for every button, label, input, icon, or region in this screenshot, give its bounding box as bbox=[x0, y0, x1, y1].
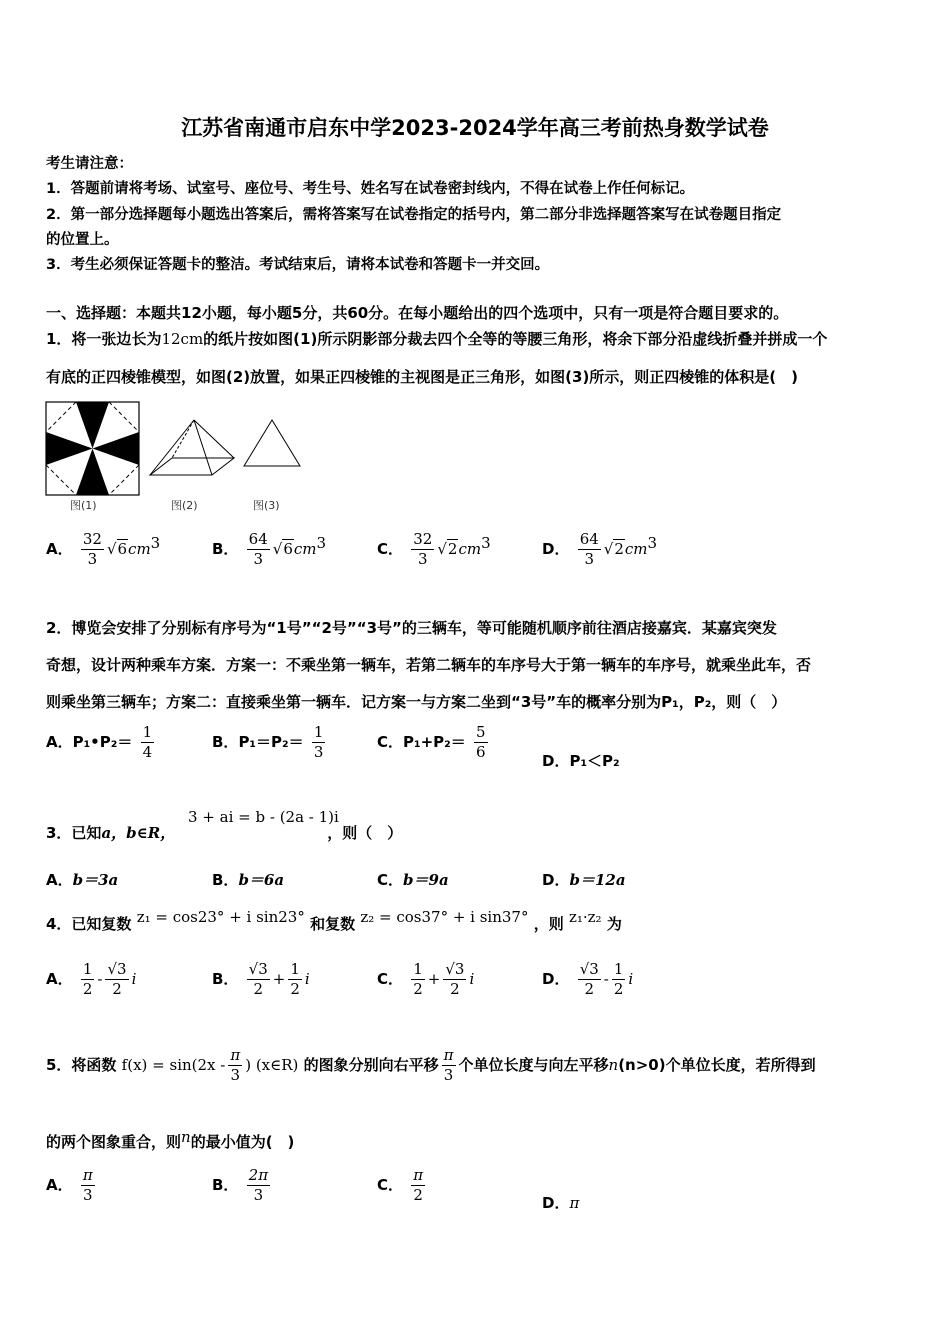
figure-2-pyramid bbox=[150, 420, 234, 475]
q5-option-d[interactable]: D．π bbox=[542, 1194, 580, 1212]
q4-option-a[interactable]: A． $\frac{1}{2}$ - $\frac{√3}{2}$ i bbox=[46, 960, 137, 998]
q1-line-2: 有底的正四棱锥模型，如图(2)放置，如果正四棱锥的主视图是正三角形，如图(3)所示，则正四棱锥的体积是( ) bbox=[46, 368, 799, 386]
q1-option-a[interactable]: A． $\frac{32}{3}$ $√6cm^3$ bbox=[46, 530, 161, 568]
figure-2-caption: 图(2) bbox=[171, 499, 198, 512]
q2-line-1: 2．博览会安排了分别标有序号为“1号”“2号”“3号”的三辆车，等可能随机顺序前往酒店接嘉宾．某嘉宾突发 bbox=[46, 619, 777, 637]
q1-option-c[interactable]: C． $\frac{32}{3}$ $√2cm^3$ bbox=[377, 530, 491, 568]
q2-line-2: 奇想，设计两种乘车方案．方案一：不乘坐第一辆车，若第二辆车的车序号大于第一辆车的车序号，就乘坐此车，否 bbox=[46, 656, 812, 674]
q3-option-a[interactable]: A．b＝3a bbox=[46, 871, 119, 889]
q2-option-c[interactable]: C．P₁+P₂＝ $\frac{5}{6}$ bbox=[377, 723, 486, 761]
q1-line-1: 1．将一张边长为12cm的纸片按如图(1)所示阴影部分裁去四个全等的等腰三角形，将余下部分沿虚线折叠并拼成一个 bbox=[46, 330, 828, 348]
q1-figures bbox=[44, 400, 314, 500]
q4-stem: 4．已知复数 z₁ = cos23° + i sin23° 和复数 z₂ = cos37° + i sin37° ，则 z₁·z₂ 为 bbox=[46, 908, 622, 933]
notice-heading: 考生请注意： bbox=[46, 156, 133, 172]
notice-item-2-cont: 的位置上。 bbox=[46, 232, 119, 248]
q2-option-d[interactable]: D．P₁＜P₂ bbox=[542, 752, 620, 770]
q5-stem: 5．将函数 f(x) = sin(2x - $\frac{\pi}{3}$ ) (x∈R) 的图象分别向右平移 $\frac{\pi}{3}$ 个单位长度与向左平移n(n>0)个单位长度，若所得到 bbox=[46, 1046, 816, 1084]
notice-item-1: 1．答题前请将考场、试室号、座位号、考生号、姓名写在试卷密封线内，不得在试卷上作任何标记。 bbox=[46, 181, 695, 197]
section-heading: 一、选择题：本题共12小题，每小题5分，共60分。在每小题给出的四个选项中，只有一项是符合题目要求的。 bbox=[46, 304, 789, 322]
figure-1-square bbox=[46, 402, 139, 495]
q2-line-3: 则乘坐第三辆车；方案二：直接乘坐第一辆车．记方案一与方案二坐到“3号”车的概率分别为P₁，P₂，则（ ） bbox=[46, 693, 787, 711]
q4-option-c[interactable]: C． $\frac{1}{2}$ + $\frac{√3}{2}$ i bbox=[377, 960, 475, 998]
q3-equation: 3 + ai = b - (2a - 1)i bbox=[188, 808, 339, 826]
q5-option-a[interactable]: A． $\frac{\pi}{3}$ bbox=[46, 1166, 93, 1204]
q1-option-d[interactable]: D． $\frac{64}{3}$ $√2cm^3$ bbox=[542, 530, 658, 568]
figure-1-caption: 图(1) bbox=[70, 499, 97, 512]
q4-option-b[interactable]: B． $\frac{√3}{2}$ + $\frac{1}{2}$ i bbox=[212, 960, 310, 998]
figure-3-triangle bbox=[244, 420, 300, 466]
q4-option-d[interactable]: D． $\frac{√3}{2}$ - $\frac{1}{2}$ i bbox=[542, 960, 634, 998]
q1-option-b[interactable]: B． $\frac{64}{3}$ $√6cm^3$ bbox=[212, 530, 327, 568]
q3-option-c[interactable]: C．b＝9a bbox=[377, 871, 449, 889]
q5-option-c[interactable]: C． $\frac{\pi}{2}$ bbox=[377, 1166, 424, 1204]
q3-option-b[interactable]: B．b＝6a bbox=[212, 871, 285, 889]
q5-line-2: 的两个图象重合，则n的最小值为( ) bbox=[46, 1128, 295, 1151]
q3-option-d[interactable]: D．b＝12a bbox=[542, 871, 626, 889]
notice-item-2: 2．第一部分选择题每小题选出答案后，需将答案写在试卷指定的括号内，第二部分非选择题答案写在试卷题目指定 bbox=[46, 207, 782, 223]
q5-option-b[interactable]: B． $\frac{2\pi}{3}$ bbox=[212, 1166, 269, 1204]
q2-option-a[interactable]: A．P₁•P₂＝ $\frac{1}{4}$ bbox=[46, 723, 153, 761]
page-title: 江苏省南通市启东中学2023-2024学年高三考前热身数学试卷 bbox=[181, 116, 769, 140]
q2-option-b[interactable]: B．P₁＝P₂＝ $\frac{1}{3}$ bbox=[212, 723, 324, 761]
q3-stem: 3．已知a，b∈R， ，则（ ） bbox=[46, 824, 403, 842]
figure-3-caption: 图(3) bbox=[253, 499, 280, 512]
notice-item-3: 3．考生必须保证答题卡的整洁。考试结束后，请将本试卷和答题卡一并交回。 bbox=[46, 257, 550, 273]
